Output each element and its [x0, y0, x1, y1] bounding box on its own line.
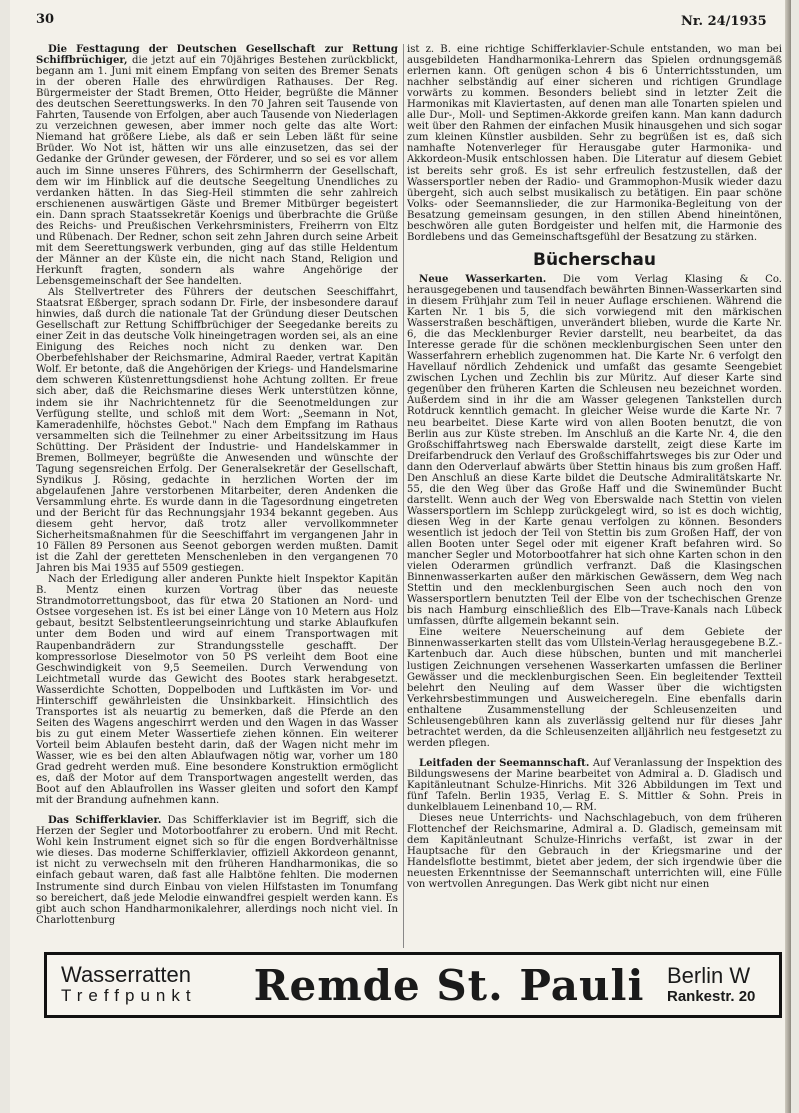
review-paragraph: Dieses neue Unterrichts- und Nachschlagebuch, von dem früheren Flottenchef der Reichsmarine, Admiral a. D. Gladisch, gemeinsam mit dem Kapitänleutnant Schulze-Hinrichs verfaßt, ist zwar in der Hauptsache für den Gebrauch in der Kriegsmarine und der Handelsflotte bestimmt, bietet aber jedem, der sich irgendwie über die neuesten Erkenntnisse der Seemannschaft unterrichten will, eine Fülle von wertvollen Anregungen. Das Werk gibt nicht nur einen — [407, 813, 782, 891]
article-paragraph: Das Schifferklavier. Das Schifferklavier ist im Begriff, sich die Herzen der Segler und Motorbootfahrer zu erobern. Und mit Recht. Wohl kein Instrument eignet sich so für die engen Bordverhältnisse wie dieses. Das moderne Schifferklavier, offiziell Akkordeon genannt, ist nicht zu verwechseln mit den früheren Handharmonikas, die so einfach gebaut waren, daß fast alle Halbtöne fehlten. Die modernen Instrumente sind durch Einbau von vielen Hilfstasten im Tonumfang so bereichert, daß jede Melodie einwandfrei gespielt werden kann. Es gibt auch schon Handharmonikalehrer, allerdings noch nicht viel. In Charlottenburg — [36, 815, 398, 926]
section-title: Bücherschau — [532, 249, 657, 270]
left-column — [36, 44, 398, 946]
column-divider — [403, 44, 404, 948]
ad-tagline: Wasserratten Treffpunkt — [61, 962, 197, 1005]
article-paragraph: Als Stellvertreter des Führers der deutschen Seeschiffahrt, Staatsrat Eßberger, sprach sodann Dr. Firle, der insbesondere darauf hinwies, daß durch die nationale Tat der Gründung dieser Deutschen Gesellschaft zur Rettung Schiffbrüchiger der Seegedanke bereits zu einer Zeit in das deutsche Volk hineingetragen worden sei, als an eine Einigung des Reiches noch nicht zu denken war. Den Oberbefehlshaber der Reichsmarine, Admiral Raeder, vertrat Kapitän Wolf. Er betonte, daß die Angehörigen der Kriegs- und Handelsmarine dem schweren Küstenrettungsdienst hohe Achtung zollten. Er freue sich aber, daß die Reichsmarine dieses Werk unterstützen könne, indem sie ihr Nachrichtennetz für die Seenotmeldungen zur Verfügung stellte, und schloß mit dem Wort: „Seemann in Not, Kameradenhilfe, höchstes Gebot." Nach dem Empfang im Rathaus versammelten sich die Teilnehmer zu einer Arbeitssitzung im Haus Schütting. Der Präsident der Industrie- und Handelskammer in Bremen, Bollmeyer, begrüßte die Anwesenden und wünschte der Tagung segensreichen Erfolg. Der Generalsekretär der Gesellschaft, Syndikus J. Rösing, gedachte in herzlichen Worten der im abgelaufenen Jahre verstorbenen Mitarbeiter, deren Andenken die Versammlung ehrte. Es wurde dann in die Tagesordnung eingetreten und der Bericht für das Rechnungsjahr 1934 bekannt gegeben. Aus diesem geht hervor, daß trotz aller vervollkommneter Sicherheitsmaßnahmen für die Seeschiffahrt im vergangenen Jahr in 10 Fällen 89 Personen aus Seenot geborgen werden mußten. Damit ist die Zahl der geretteten Menschenleben in den vergangenen 70 Jahren bis Mai 1935 auf 5509 gestiegen. — [36, 287, 398, 575]
review-paragraph: Leitfaden der Seemannschaft. Auf Veranlassung der Inspektion des Bildungswesens der Marine bearbeitet von Admiral a. D. Gladisch und Kapitänleutnant Schulze-Hinrichs. Mit 326 Abbildungen im Text und fünf Tafeln. Berlin 1935, Verlag E. S. Mittler & Sohn. Preis in dunkelblauem Leinenband 10,— RM. — [407, 757, 782, 814]
page-number: 30 — [36, 12, 55, 27]
review-paragraph: Neue Wasserkarten. Die vom Verlag Klasing & Co. herausgegebenen und tausendfach bewährten Binnen-Wasserkarten sind in diesem Frühjahr zum Teil in neuer Auflage erschienen. Während die Karten Nr. 1 bis 5, die sich vorwiegend mit den märkischen Wasserstraßen beschäftigen, unverändert blieben, wurde die Karte Nr. 6, die das Mecklenburger Revier darstellt, neu bearbeitet, da das Interesse gerade für die schönen mecklenburgischen Seen unter den Wasserfahrern erheblich zugenommen hat. Die Karte Nr. 6 verfolgt den Havellauf nördlich Zehdenick und umfaßt das gesamte Seengebiet zwischen Lychen und Zechlin bis zur Müritz. Auf dieser Karte sind gegenüber den früheren Karten die Schleusen neu bezeichnet worden. Außerdem sind in ihr die am Wasser gelegenen Tankstellen durch Rotdruck kenntlich gemacht. In gleicher Weise wurde die Karte Nr. 7 neu bearbeitet. Diese Karte wird von allen Booten benutzt, die von Berlin aus zur Küste streben. Im Anschluß an die Karte Nr. 4, die den Großschiffahrtsweg nach Eberswalde darstellt, zeigt diese Karte im Dreifarbendruck den Verlauf des Großschiffahrtsweges bis zur Oder und dann den Oderverlauf abwärts über Stettin hinaus bis zum großen Haff. Den Anschluß an diese Karte bildet die Deutsche Admiralitätskarte Nr. 55, die den Weg über das Große Haff und die Swinemünder Bucht darstellt. Wenn auch der Weg von Eberswalde nach Stettin von vielen Wassersportlern im Schlepp zurückgelegt wird, so ist es doch wichtig, diesen Weg in der Karte genau verfolgen zu können. Besonders wesentlich ist jedoch der Teil von Stettin bis zum Großen Haff, der von allen Booten unter Segel oder mit eigener Kraft befahren wird. So mancher Segler und Motorbootfahrer hat sich ohne Karten schon in den vielen Oderarmen gründlich verfranzt. Daß die Klasingschen Binnenwasserkarten außer den märkischen Gewässern, dem Weg nach Stettin und den mecklenburgischen Seen auch noch den von Wassersportlern benutzten Teil der Elbe von der tschechischen Grenze bis nach Hamburg einschließlich des Elb—Trave-Kanals nach Lübeck umfassen, dürfte allgemein bekannt sein. — [407, 273, 782, 628]
article-paragraph: Nach der Erledigung aller anderen Punkte hielt Inspektor Kapitän B. Mentz einen kurzen Vortrag über das neueste Strandmotorrettungsboot, das für etwa 20 Stationen an Nord- und Ostsee vorgesehen ist. Es ist bei einer Länge von 10 Metern aus Holz gebaut, besitzt Selbstentleerungseinrichtung und starke Ablaufkufen unter dem Boden und wird auf einem Transportwagen mit Raupenbandrädern zur Strandungsstelle geschafft. Der kompressorlose Dieselmotor von 50 PS verleiht dem Boot eine Geschwindigkeit von 9,5 Seemeilen. Durch Verwendung von Leichtmetall wurde das Gewicht des Bootes stark herabgesetzt. Wasserdichte Schotten, Doppelboden und Luftkästen im Vor- und Hinterschiff gewährleisten die Unsinkbarkeit. Hinsichtlich des Transportes ist als neuartig zu bemerken, daß die Pferde an den Seiten des Wagens angeschirrt werden und den Wagen in das Wasser bis zu gut einem Meter Wassertiefe ziehen können. Ein weiterer Vorteil beim Ablaufen besteht darin, daß der Wagen nicht mehr im Wasser, wie es bei den alten Ablaufwagen nötig war, vorher um 180 Grad gedreht werden muß. Eine besondere Konstruktion ermöglicht es, daß der Motor auf dem Transportwagen angestellt werden, das Boot auf den Ablaufrollen ins Wasser gleiten und sofort den Kampf mit der Brandung aufnehmen kann. — [36, 574, 398, 807]
issue-number: Nr. 24/1935 — [681, 14, 767, 29]
review-paragraph: Eine weitere Neuerscheinung auf dem Gebiete der Binnenwasserkarten stellt das vom Ullstein-Verlag herausgegebene B.Z.-Kartenbuch dar. Auch diese hübschen, bunten und mit mancherlei lustigen Zeichnungen versehenen Wasserkarten umfassen die Berliner Gewässer und die mecklenburgischen Seen. Ein begleitender Textteil belehrt den Neuling auf dem Wasser über die wichtigsten Verkehrsbestimmungen und Ausweicheregeln. Eine ebenfalls darin enthaltene Zusammenstellung der Schleusenzeiten und Schleusengebühren kann als zuverlässig geltend nur für dieses Jahr betrachtet werden, da die Schleusenzeiten alljährlich neu festgesetzt zu werden pflegen. — [407, 627, 782, 749]
page-edge-shadow — [785, 0, 791, 1113]
magazine-page — [10, 0, 791, 1113]
right-column — [407, 44, 782, 948]
ad-address: Berlin W Rankestr. 20 — [667, 963, 756, 1005]
article-paragraph: Die Festtagung der Deutschen Gesellschaft zur Rettung Schiffbrüchiger, die jetzt auf ein 70jähriges Bestehen zurückblickt, begann am 1. Juni mit einem Empfang von seiten des Bremer Senats in der oberen Halle des ehrwürdigen Rathauses. Der Reg. Bürgermeister der Stadt Bremen, Otto Heider, begrüßte die Männer des deutschen Seerettungswerks. In den 70 Jahren seit Tausende von Fahrten, Tausende von Erfolgen, aber auch Tausende von Niederlagen zu verzeichnen gewesen, aber immer noch gelte das alte Wort: Niemand hat größere Liebe, als daß er sein Leben läßt für seine Brüder. Wo Not ist, hätten wir uns alle einzusetzen, das sei der Gedanke der Gründer gewesen, der Förderer, und so sei es vor allem auch im Sinne unseres Führers, des Schirmherrn der Gesellschaft, dem wir im Hinblick auf die deutsche Seegeltung Unendliches zu verdanken hätten. In das Sieg-Heil stimmten die sehr zahlreich erschienenen auswärtigen Gäste und Bremer Mitbürger begeistert ein. Dann sprach Staatssekretär Koenigs und überbrachte die Grüße des Reichs- und Preußischen Verkehrsministers, Freiherrn von Eltz und Rübenach. Der Redner, schon seit zehn Jahren durch seine Arbeit mit dem Seerettungswerk verbunden, ging auf das stille Heldentum der Männer an der Küste ein, die nicht nach Stand, Religion und Herkunft fragten, sondern als wahre Angehörige der Lebensgemeinschaft der See handelten. — [36, 44, 398, 287]
advertisement-box — [44, 952, 782, 1018]
ad-business-name: Remde St. Pauli — [253, 960, 645, 1010]
article-paragraph: ist z. B. eine richtige Schifferklavier-Schule entstanden, wo man bei ausgebildeten Handharmonika-Lehrern das Spielen ordnungsgemäß erlernen kann. Oft genügen schon 4 bis 6 Unterrichtsstunden, um nachher selbständig auf einer sicheren und richtigen Grundlage vorwärts zu kommen. Besonders beliebt sind in letzter Zeit die Harmonikas mit Klaviertasten, auf denen man alle Tonarten spielen und alle Dur-, Moll- und Septimen-Akkorde greifen kann. Man kann dadurch weit über den Rahmen der einfachen Musik hinausgehen und sich sogar zum kleinen Künstler ausbilden. Sehr zu begrüßen ist es, daß sich namhafte Notenverleger für Herausgabe guter Harmonika- und Akkordeon-Musik entschlossen haben. Die Literatur auf diesem Gebiet ist bereits sehr groß. Es ist sehr erfreulich festzustellen, daß der Wassersportler neben der Radio- und Grammophon-Musik wieder dazu übergeht, sich auch selbst musikalisch zu betätigen. Ein paar schöne Volks- oder Seemannslieder, die zur Harmonika-Begleitung von der Besatzung gemeinsam gesungen, in den stillen Abend hineintönen, beschwören alle guten Bordgeister und helfen mit, die Harmonie des Bordlebens und das Gemeinschaftsgefühl der Besatzung zu stärken. — [407, 44, 782, 243]
